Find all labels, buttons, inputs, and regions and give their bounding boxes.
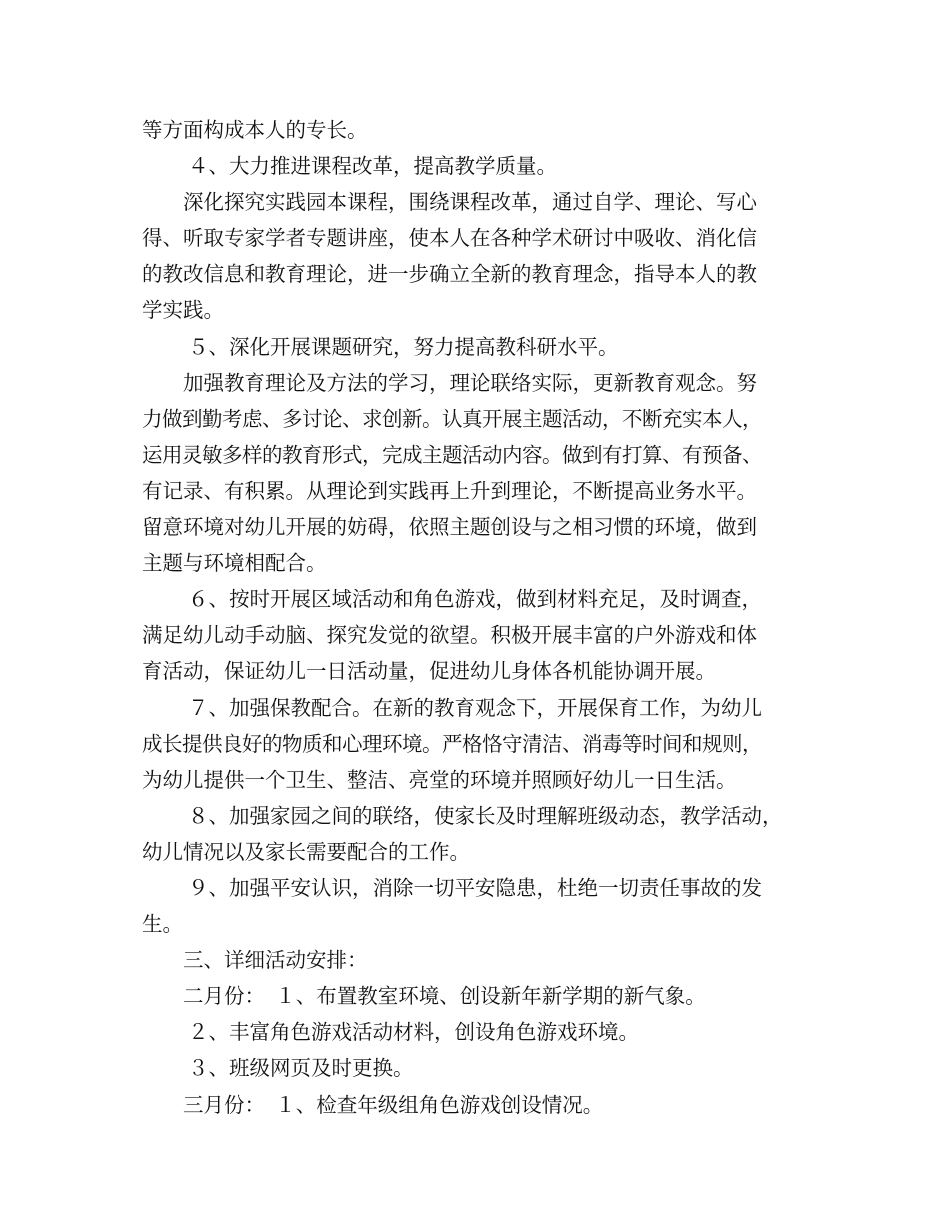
paragraph-line: 的教改信息和教育理论，进一步确立全新的教育理念，指导本人的教	[142, 262, 757, 287]
paragraph-line: 为幼儿提供一个卫生、整洁、亮堂的环境并照顾好幼儿一日生活。	[142, 767, 737, 792]
paragraph-line: 力做到勤考虑、多讨论、求创新。认真开展主题活动，不断充实本人，	[142, 406, 762, 431]
paragraph-line: 深化探究实践园本课程，围绕课程改革，通过自学、理论、写心	[183, 190, 757, 215]
section-heading: ８、加强家园之间的联络，使家长及时理解班级动态，教学活动，	[188, 803, 783, 828]
schedule-line: 三月份： １、检查年级组角色游戏创设情况。	[183, 1092, 604, 1117]
paragraph-line: 留意环境对幼儿开展的妨碍，依照主题创设与之相习惯的环境，做到	[142, 515, 757, 540]
section-heading: ７、加强保教配合。在新的教育观念下，开展保育工作，为幼儿	[188, 695, 762, 720]
section-heading: ９、加强平安认识，消除一切平安隐患，杜绝一切责任事故的发	[188, 875, 762, 900]
paragraph-line: 运用灵敏多样的教育形式，完成主题活动内容。做到有打算、有预备、	[142, 442, 762, 467]
section-heading: ６、按时开展区域活动和角色游戏，做到材料充足，及时调查，	[188, 587, 762, 612]
schedule-line: ３、班级网页及时更换。	[188, 1056, 414, 1081]
section-heading: ５、深化开展课题研究，努力提高教科研水平。	[188, 334, 619, 359]
paragraph-line: 主题与环境相配合。	[142, 551, 327, 576]
paragraph-line: 生。	[142, 912, 183, 937]
schedule-line: ２、丰富角色游戏活动材料，创设角色游戏环境。	[188, 1020, 639, 1045]
section-heading: ４、大力推进课程改革，提高教学质量。	[188, 154, 557, 179]
paragraph-line: 得、听取专家学者专题讲座，使本人在各种学术研讨中吸收、消化信	[142, 226, 757, 251]
text-line: 等方面构成本人的专长。	[142, 118, 368, 142]
paragraph-line: 有记录、有积累。从理论到实践再上升到理论，不断提高业务水平。	[142, 478, 757, 503]
paragraph-line: 满足幼儿动手动脑、探究发觉的欲望。积极开展丰富的户外游戏和体	[142, 623, 757, 648]
section-heading: 三、详细活动安排：	[183, 948, 368, 973]
document-body	[142, 112, 826, 1123]
paragraph-line: 学实践。	[142, 298, 224, 323]
paragraph-line: 幼儿情况以及家长需要配合的工作。	[142, 839, 470, 864]
paragraph-line: 成长提供良好的物质和心理环境。严格恪守清洁、消毒等时间和规则，	[142, 731, 762, 756]
schedule-line: 二月份： １、布置教室环境、创设新年新学期的新气象。	[183, 984, 706, 1009]
paragraph-line: 加强教育理论及方法的学习，理论联络实际，更新教育观念。努	[183, 370, 757, 395]
paragraph-line: 育活动，保证幼儿一日活动量，促进幼儿身体各机能协调开展。	[142, 659, 716, 684]
